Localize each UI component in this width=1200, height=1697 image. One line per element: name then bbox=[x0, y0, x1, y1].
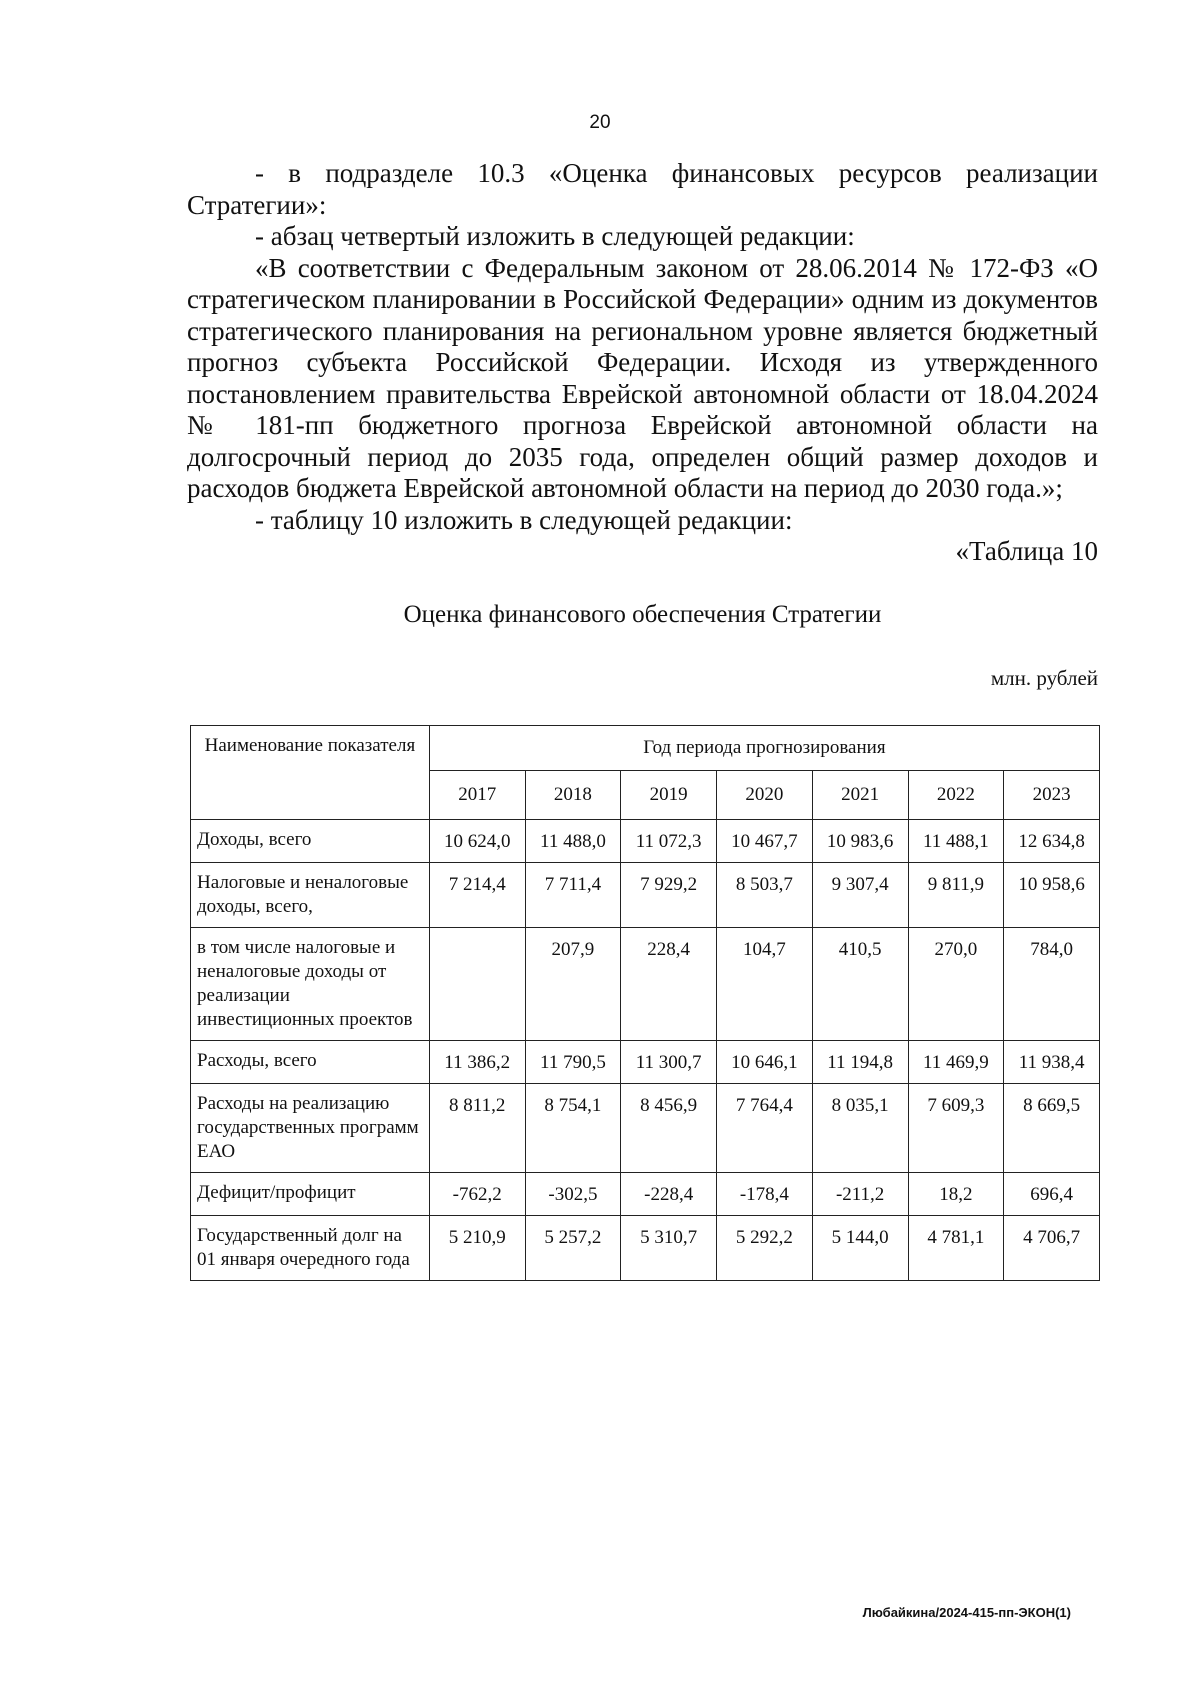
row-value-cell: 9 307,4 bbox=[812, 863, 908, 928]
header-year: 2017 bbox=[429, 771, 525, 820]
header-year: 2019 bbox=[621, 771, 717, 820]
row-value-cell: 784,0 bbox=[1004, 928, 1100, 1041]
row-indicator-name: Налоговые и неналоговые доходы, всего, bbox=[191, 863, 430, 928]
row-indicator-name: Дефицит/профицит bbox=[191, 1173, 430, 1216]
row-value-cell: 10 624,0 bbox=[429, 820, 525, 863]
row-value-cell: 8 035,1 bbox=[812, 1084, 908, 1173]
row-value-cell: 7 929,2 bbox=[621, 863, 717, 928]
row-value-cell: 4 706,7 bbox=[1004, 1216, 1100, 1281]
table-row bbox=[191, 820, 1100, 863]
row-value-cell: 8 503,7 bbox=[717, 863, 813, 928]
paragraph-subsection: - в подразделе 10.3 «Оценка финансовых ресурсов реализации Стратегии»: bbox=[187, 158, 1098, 220]
row-value-cell: 11 194,8 bbox=[812, 1041, 908, 1084]
row-value-cell: 11 488,1 bbox=[908, 820, 1004, 863]
paragraph-table-instruction: - таблицу 10 изложить в следующей редакции: bbox=[255, 504, 793, 535]
row-value-cell: 11 488,0 bbox=[525, 820, 621, 863]
row-value-cell: 11 300,7 bbox=[621, 1041, 717, 1084]
table-title: Оценка финансового обеспечения Стратегии bbox=[403, 601, 882, 628]
table-label: «Таблица 10 bbox=[955, 536, 1098, 566]
row-value-cell: 10 958,6 bbox=[1004, 863, 1100, 928]
row-value-cell: -211,2 bbox=[812, 1173, 908, 1216]
row-value-cell: 8 811,2 bbox=[429, 1084, 525, 1173]
header-indicator-name: Наименование показателя bbox=[191, 726, 430, 820]
table-row bbox=[191, 928, 1100, 1041]
table-row bbox=[191, 1216, 1100, 1281]
row-value-cell: 7 711,4 bbox=[525, 863, 621, 928]
table-row bbox=[191, 1173, 1100, 1216]
row-value-cell: 18,2 bbox=[908, 1173, 1004, 1216]
row-value-cell: -762,2 bbox=[429, 1173, 525, 1216]
row-value-cell: 7 214,4 bbox=[429, 863, 525, 928]
row-value-cell: 7 764,4 bbox=[717, 1084, 813, 1173]
row-value-cell: 410,5 bbox=[812, 928, 908, 1041]
header-year: 2022 bbox=[908, 771, 1004, 820]
row-value-cell: 5 310,7 bbox=[621, 1216, 717, 1281]
row-value-cell: 5 144,0 bbox=[812, 1216, 908, 1281]
table-row bbox=[191, 1084, 1100, 1173]
row-value-cell: 9 811,9 bbox=[908, 863, 1004, 928]
row-value-cell: 8 456,9 bbox=[621, 1084, 717, 1173]
row-indicator-name: Государственный долг на 01 января очередного года bbox=[191, 1216, 430, 1281]
row-value-cell: 207,9 bbox=[525, 928, 621, 1041]
row-value-cell: -228,4 bbox=[621, 1173, 717, 1216]
header-forecast-period: Год периода прогнозирования bbox=[429, 726, 1099, 771]
row-value-cell: 5 292,2 bbox=[717, 1216, 813, 1281]
row-value-cell: 104,7 bbox=[717, 928, 813, 1041]
header-year: 2018 bbox=[525, 771, 621, 820]
row-value-cell: 12 634,8 bbox=[1004, 820, 1100, 863]
row-indicator-name: Расходы на реализацию государственных программ ЕАО bbox=[191, 1084, 430, 1173]
row-value-cell: 4 781,1 bbox=[908, 1216, 1004, 1281]
row-indicator-name: в том числе налоговые и неналоговые доходы от реализации инвестиционных проектов bbox=[191, 928, 430, 1041]
header-year: 2020 bbox=[717, 771, 813, 820]
row-value-cell: 5 210,9 bbox=[429, 1216, 525, 1281]
row-value-cell: 11 938,4 bbox=[1004, 1041, 1100, 1084]
row-value-cell: 696,4 bbox=[1004, 1173, 1100, 1216]
row-value-cell bbox=[429, 928, 525, 1041]
row-value-cell: 11 072,3 bbox=[621, 820, 717, 863]
paragraph-instruction: - абзац четвертый изложить в следующей редакции: bbox=[255, 221, 855, 251]
row-indicator-name: Доходы, всего bbox=[191, 820, 430, 863]
table-row bbox=[191, 1041, 1100, 1084]
row-value-cell: 10 646,1 bbox=[717, 1041, 813, 1084]
row-value-cell: 7 609,3 bbox=[908, 1084, 1004, 1173]
page-number: 20 bbox=[589, 112, 611, 133]
row-value-cell: 11 790,5 bbox=[525, 1041, 621, 1084]
row-indicator-name: Расходы, всего bbox=[191, 1041, 430, 1084]
row-value-cell: 8 669,5 bbox=[1004, 1084, 1100, 1173]
row-value-cell: 11 469,9 bbox=[908, 1041, 1004, 1084]
units-label: млн. рублей bbox=[990, 666, 1098, 690]
financial-table bbox=[190, 725, 1100, 1281]
row-value-cell: -302,5 bbox=[525, 1173, 621, 1216]
row-value-cell: -178,4 bbox=[717, 1173, 813, 1216]
row-value-cell: 10 467,7 bbox=[717, 820, 813, 863]
row-value-cell: 5 257,2 bbox=[525, 1216, 621, 1281]
header-year: 2023 bbox=[1004, 771, 1100, 820]
row-value-cell: 270,0 bbox=[908, 928, 1004, 1041]
document-footer-code: Любайкина/2024-415-пп-ЭКОН(1) bbox=[862, 1605, 1071, 1620]
row-value-cell: 8 754,1 bbox=[525, 1084, 621, 1173]
header-year: 2021 bbox=[812, 771, 908, 820]
row-value-cell: 10 983,6 bbox=[812, 820, 908, 863]
paragraph-quote: «В соответствии с Федеральным законом от 28.06.2014 № 172-ФЗ «О стратегическом планировании в Российской Федерации» одним из документов стратегического планирования на региональном уровне является бюджетный прогноз субъекта Российской Федерации. Исходя из утвержденного постановлением правительства Еврейской автономной области от 18.04.2024 № 181-пп бюджетного прогноза Еврейской автономной области на долгосрочный период до 2035 года, определен общий размер доходов и расходов бюджета Еврейской автономной области на период до 2030 года.»; bbox=[187, 252, 1098, 503]
body-text bbox=[187, 158, 1098, 568]
row-value-cell: 11 386,2 bbox=[429, 1041, 525, 1084]
row-value-cell: 228,4 bbox=[621, 928, 717, 1041]
table-row bbox=[191, 863, 1100, 928]
